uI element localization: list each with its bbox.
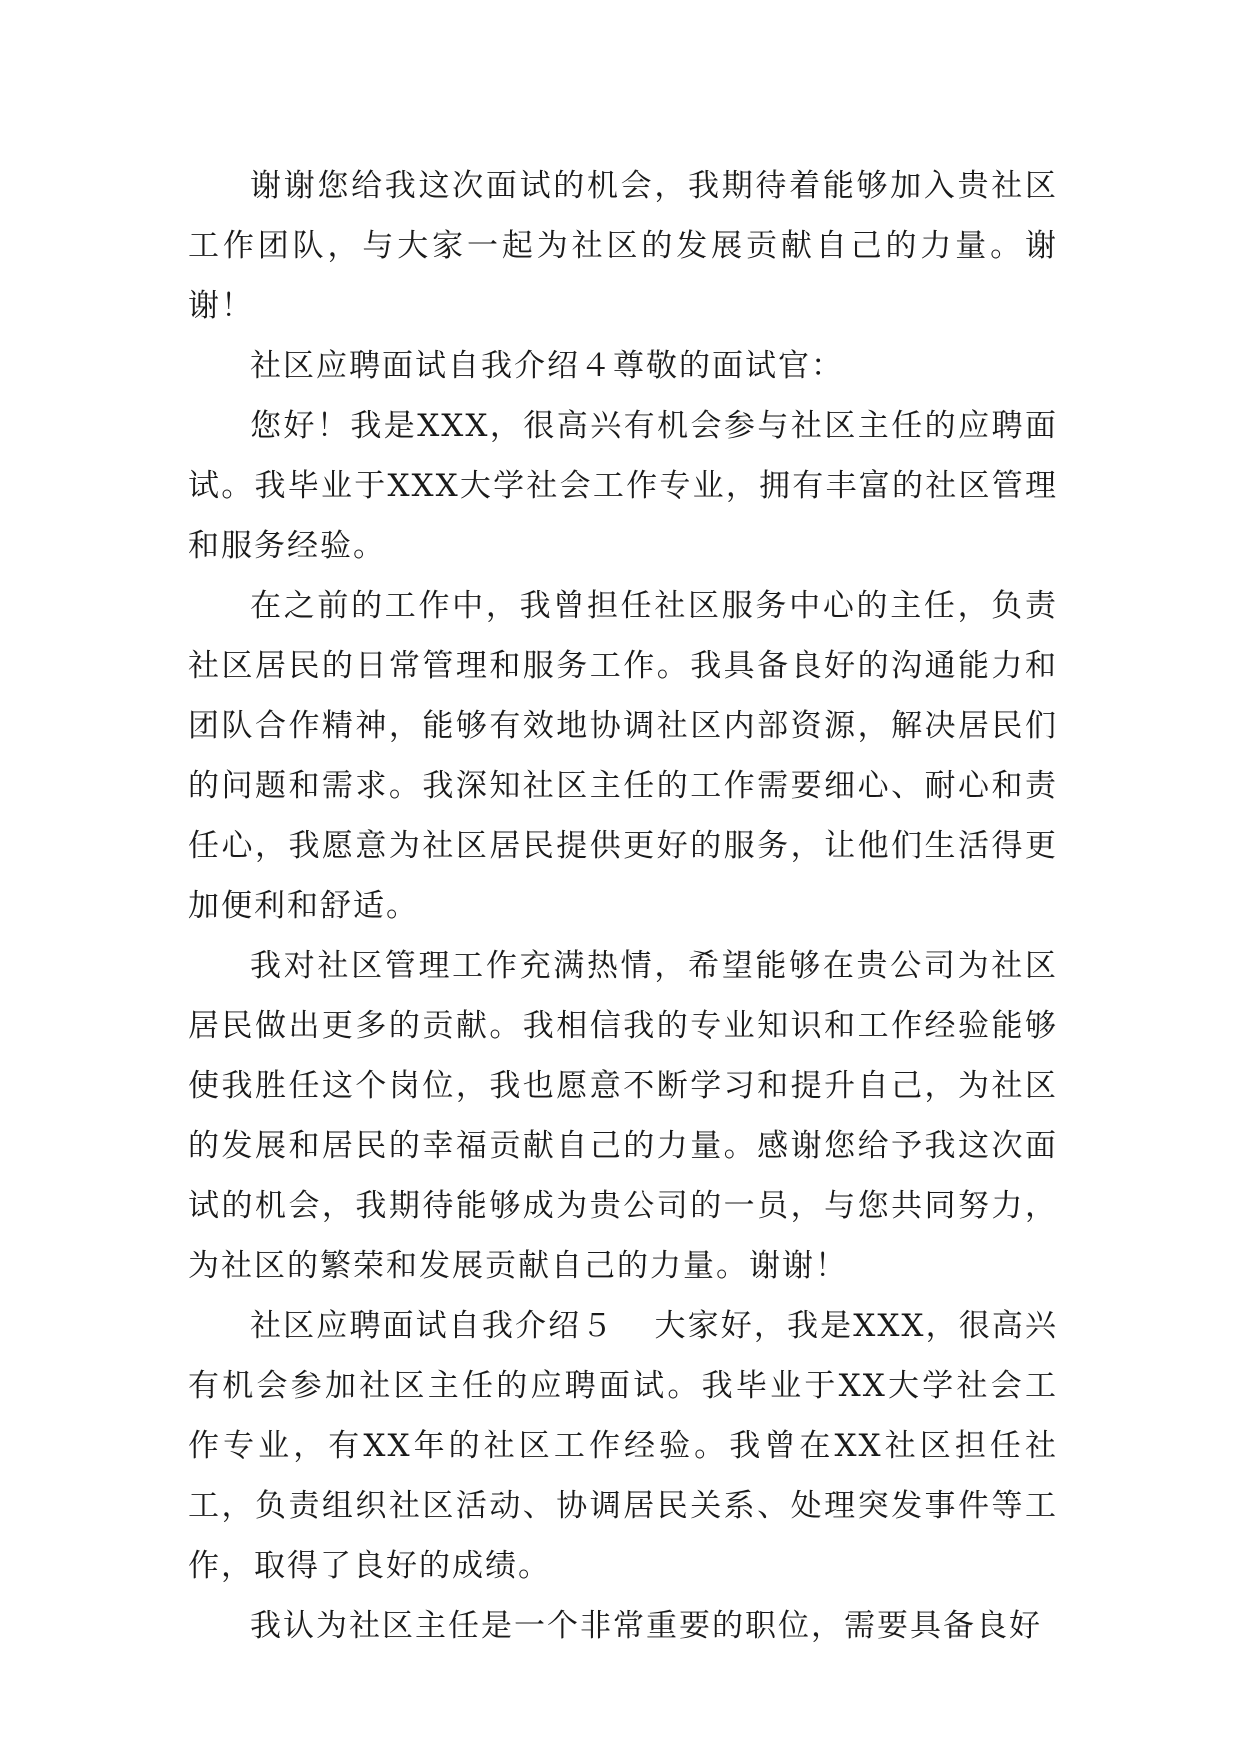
document-body [188, 156, 1058, 1656]
intro-5-body: 大家好，我是XXX，很高兴有机会参加社区主任的应聘面试。我毕业于XX大学社会工作专业，有XX年的社区工作经验。我曾在XX社区担任社工，负责组织社区活动、协调居民关系、处理突发事件等工作，取得了良好的成绩。 [188, 1308, 1058, 1584]
intro-5-heading: 社区应聘面试自我介绍５ [250, 1308, 615, 1344]
paragraph-role-importance: 我认为社区主任是一个非常重要的职位，需要具备良好 [250, 1608, 1042, 1644]
paragraph-closing-thanks: 谢谢您给我这次面试的机会，我期待着能够加入贵社区工作团队，与大家一起为社区的发展贡献自己的力量。谢谢！ [188, 168, 1058, 324]
paragraph-heading-4: 社区应聘面试自我介绍４尊敬的面试官： [250, 348, 844, 384]
paragraph-intro-5 [188, 1296, 1058, 1596]
paragraph-motivation: 我对社区管理工作充满热情，希望能够在贵公司为社区居民做出更多的贡献。我相信我的专业知识和工作经验能够使我胜任这个岗位，我也愿意不断学习和提升自己，为社区的发展和居民的幸福贡献自己的力量。感谢您给予我这次面试的机会，我期待能够成为贵公司的一员，与您共同努力，为社区的繁荣和发展贡献自己的力量。谢谢！ [188, 948, 1058, 1284]
paragraph-work-experience: 在之前的工作中，我曾担任社区服务中心的主任，负责社区居民的日常管理和服务工作。我具备良好的沟通能力和团队合作精神，能够有效地协调社区内部资源，解决居民们的问题和需求。我深知社区主任的工作需要细心、耐心和责任心，我愿意为社区居民提供更好的服务，让他们生活得更加便利和舒适。 [188, 588, 1058, 924]
paragraph-greeting: 您好！我是XXX，很高兴有机会参与社区主任的应聘面试。我毕业于XXX大学社会工作专业，拥有丰富的社区管理和服务经验。 [188, 408, 1058, 564]
